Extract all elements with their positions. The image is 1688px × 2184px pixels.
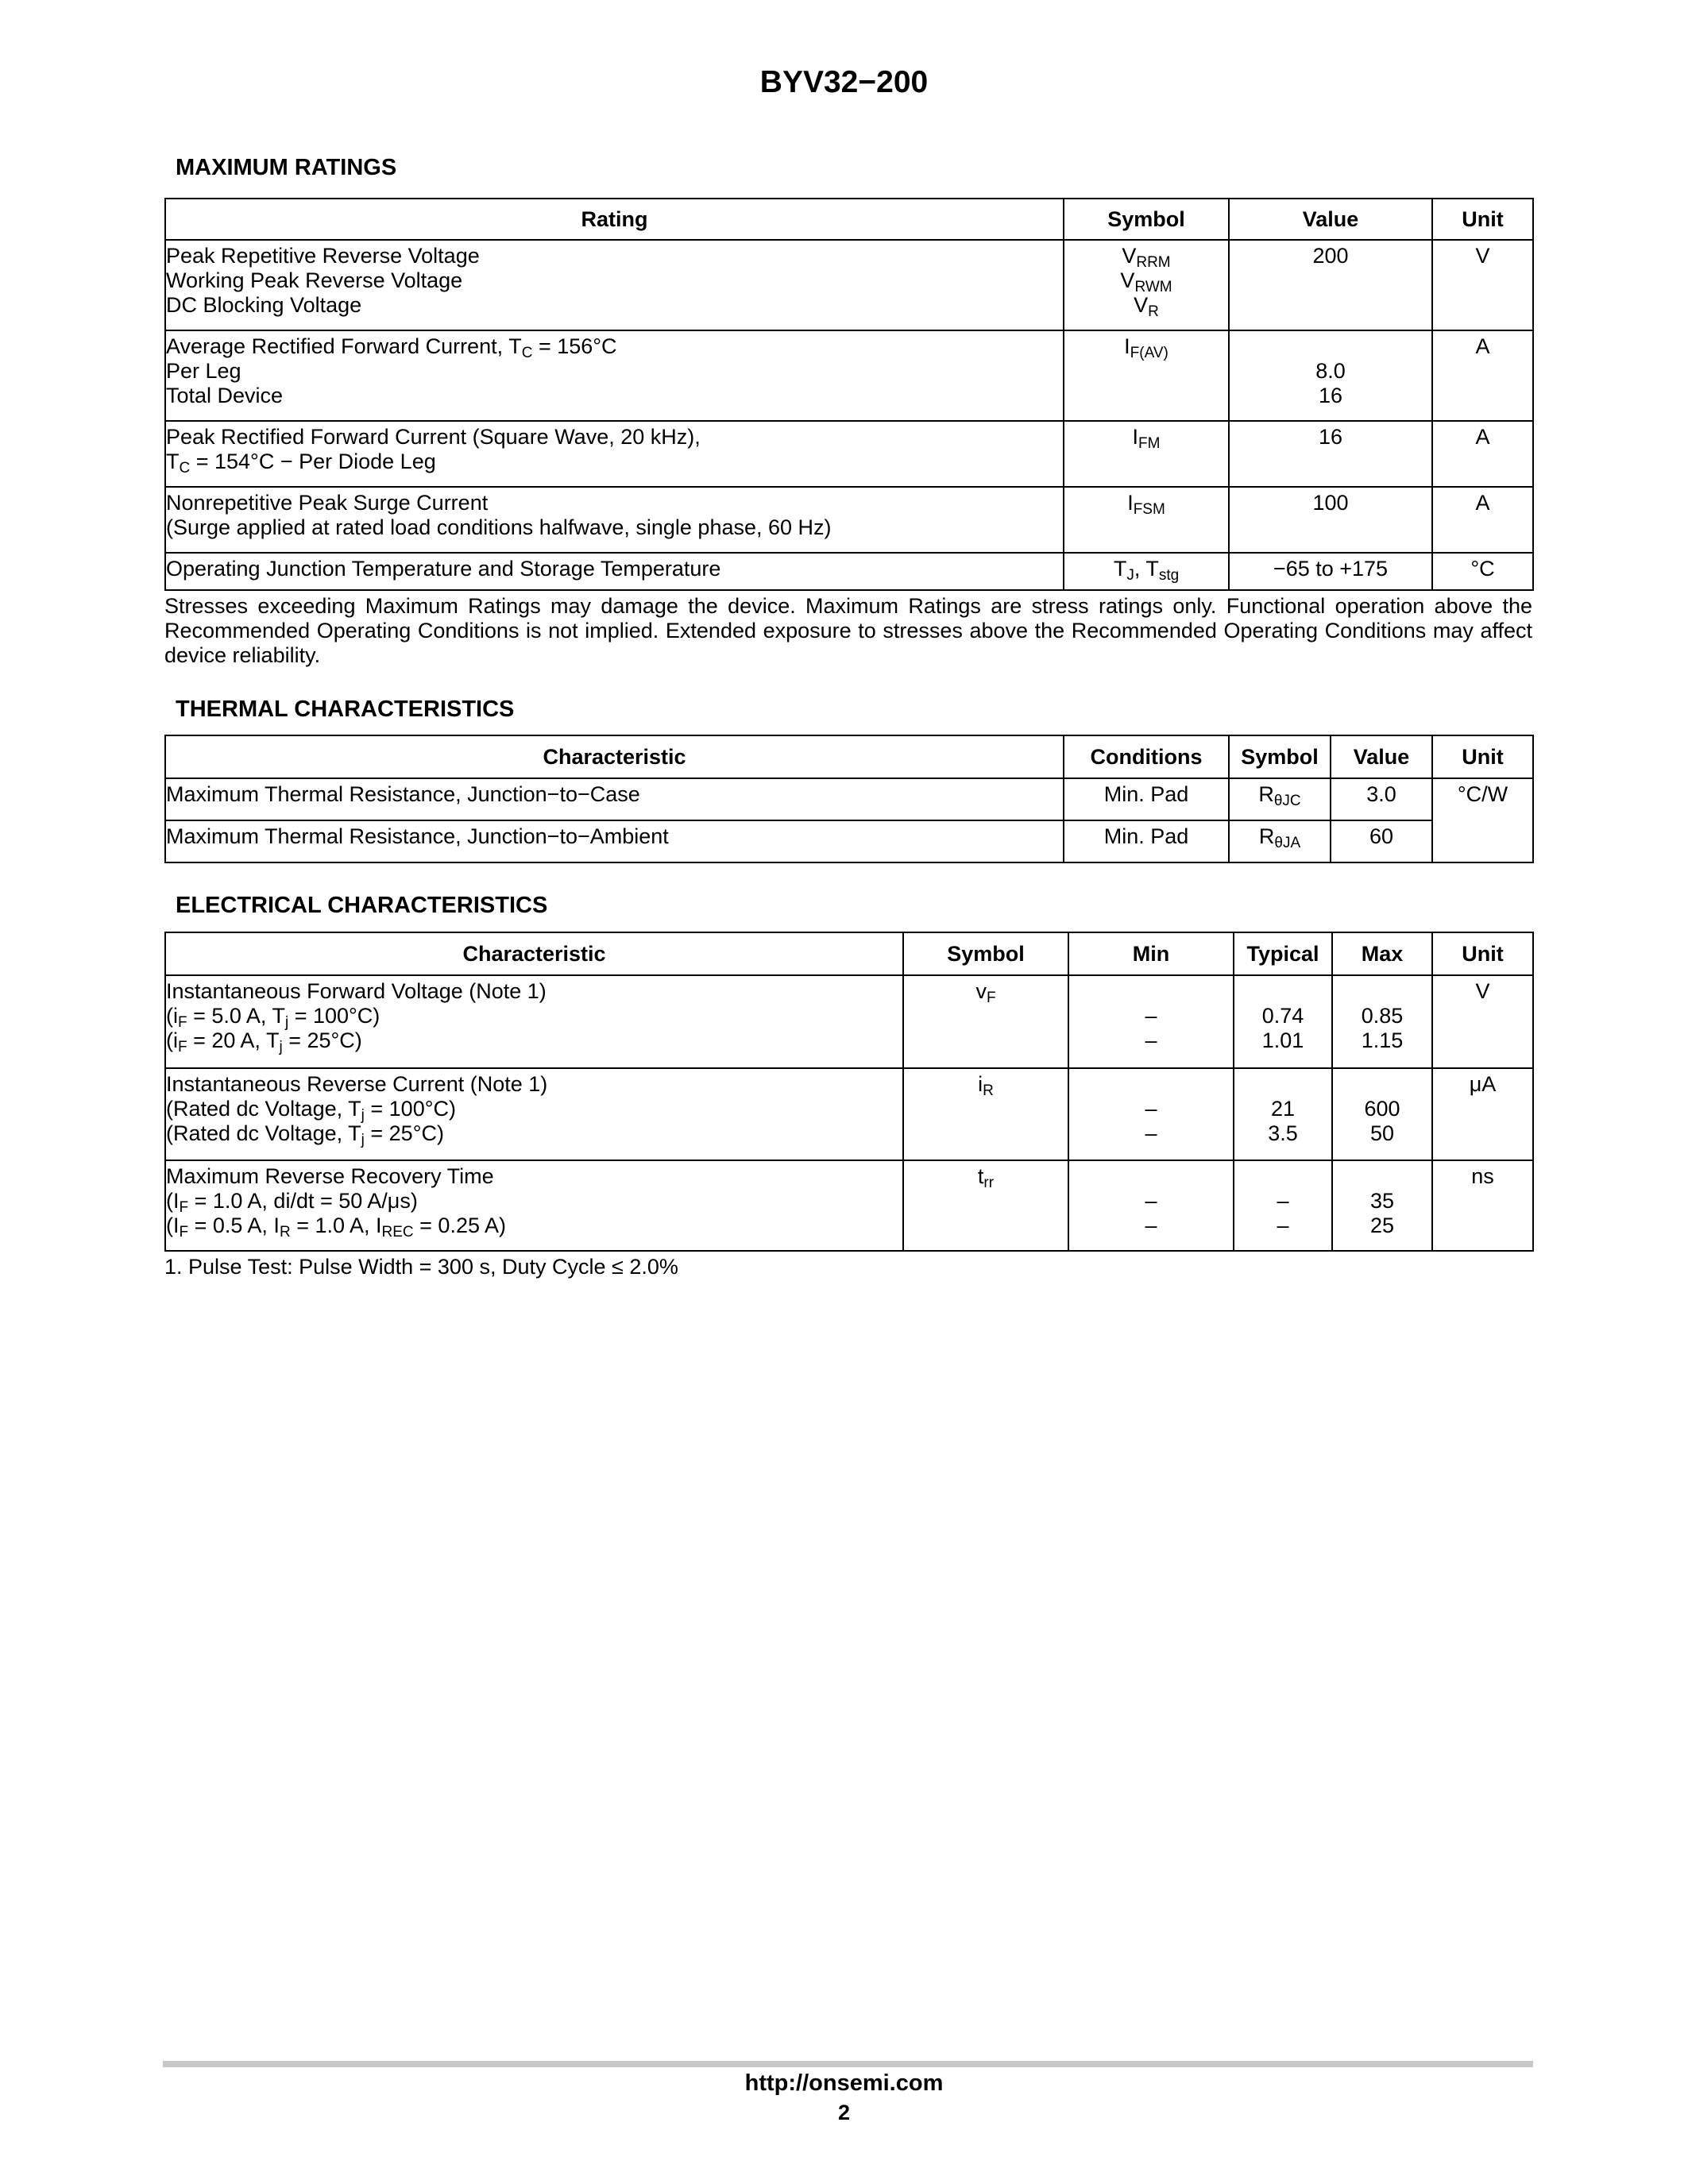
characteristic-cell: Maximum Reverse Recovery Time ($I_F = 1.0$ A, di/dt = 50 A/μs) ($I_F = 0.5$ A, $I_R = 1.0$ A, $I_{REC} = 0.25$ A) (165, 1160, 903, 1251)
typical-cell: 0.74 1.01 (1234, 975, 1332, 1068)
stress-note: Stresses exceeding Maximum Ratings may damage the device. Maximum Ratings are stress ratings only. Functional operation above the Recommended Operating Conditions is not implied. Extended exposure to stresses above the Recommended Operating Conditions may affect device reliability. (164, 594, 1532, 667)
max-ratings-title: MAXIMUM RATINGS (176, 155, 397, 180)
col-header-symbol: Symbol (1229, 735, 1331, 778)
conditions-cell: Min. Pad (1064, 778, 1229, 820)
value-cell: 16 (1229, 421, 1432, 487)
footer-url-link[interactable]: http://onsemi.com (744, 2070, 944, 2096)
unit-cell: °C (1432, 553, 1533, 590)
typical-cell: – – (1234, 1160, 1332, 1251)
symbol-cell: $R_{\theta JC}$ (1229, 778, 1331, 820)
rating-cell: Peak Repetitive Reverse Voltage Working Peak Reverse Voltage DC Blocking Voltage (165, 240, 1064, 330)
page-number: 2 (837, 2101, 851, 2124)
col-header-typical: Typical (1234, 932, 1332, 975)
unit-cell: V (1432, 975, 1533, 1068)
symbol-cell: $V_{RRM}$ $V_{RWM}$ $V_R$ (1064, 240, 1229, 330)
col-header-unit: Unit (1432, 932, 1533, 975)
symbol-cell: $T_J$, $T_{stg}$ (1064, 553, 1229, 590)
value-cell: 8.0 16 (1229, 330, 1432, 421)
col-header-value: Value (1331, 735, 1432, 778)
col-header-symbol: Symbol (903, 932, 1068, 975)
table-row (165, 1160, 1533, 1251)
col-header-symbol: Symbol (1064, 199, 1229, 240)
electrical-title: ELECTRICAL CHARACTERISTICS (176, 893, 548, 918)
table-row (165, 421, 1533, 487)
col-header-value: Value (1229, 199, 1432, 240)
min-cell: – – (1068, 1160, 1234, 1251)
min-cell: – – (1068, 1068, 1234, 1160)
unit-cell: A (1432, 421, 1533, 487)
symbol-cell: $I_{FSM}$ (1064, 487, 1229, 553)
unit-cell: °C/W (1432, 778, 1533, 862)
unit-cell: A (1432, 330, 1533, 421)
col-header-rating: Rating (165, 199, 1064, 240)
symbol-cell: $v_F$ (903, 975, 1068, 1068)
table-row (165, 240, 1533, 330)
max-ratings-table (164, 198, 1534, 591)
characteristic-cell: Maximum Thermal Resistance, Junction−to−Ambient (165, 820, 1064, 862)
thermal-header-row (165, 735, 1533, 778)
footnote: 1. Pulse Test: Pulse Width = 300 s, Duty Cycle ≤ 2.0% (164, 1255, 678, 1279)
value-cell: 3.0 (1331, 778, 1432, 820)
unit-cell: μA (1432, 1068, 1533, 1160)
symbol-cell: $I_{F(AV)}$ (1064, 330, 1229, 421)
unit-cell: V (1432, 240, 1533, 330)
col-header-max: Max (1332, 932, 1432, 975)
symbol-cell: $t_{rr}$ (903, 1160, 1068, 1251)
table-row (165, 553, 1533, 590)
unit-cell: A (1432, 487, 1533, 553)
col-header-unit: Unit (1432, 735, 1533, 778)
max-cell: 0.85 1.15 (1332, 975, 1432, 1068)
page-title: BYV32−200 (759, 65, 929, 99)
max-cell: 35 25 (1332, 1160, 1432, 1251)
rating-cell: Operating Junction Temperature and Storage Temperature (165, 553, 1064, 590)
table-row (165, 330, 1533, 421)
rating-cell: Peak Rectified Forward Current (Square Wave, 20 kHz), $T_C = 154^\circ C$ − Per Diode Leg (165, 421, 1064, 487)
table-row (165, 487, 1533, 553)
value-cell: −65 to +175 (1229, 553, 1432, 590)
max-cell: 600 50 (1332, 1068, 1432, 1160)
value-cell: 200 (1229, 240, 1432, 330)
characteristic-cell: Instantaneous Reverse Current (Note 1) (Rated dc Voltage, $T_j = 100^\circ C$) (Rated dc Voltage, $T_j = 25^\circ C$) (165, 1068, 903, 1160)
table-row (165, 975, 1533, 1068)
symbol-cell: $R_{\theta JA}$ (1229, 820, 1331, 862)
typical-cell: 21 3.5 (1234, 1068, 1332, 1160)
thermal-table (164, 735, 1534, 863)
symbol-cell: $I_{FM}$ (1064, 421, 1229, 487)
col-header-characteristic: Characteristic (165, 735, 1064, 778)
thermal-title: THERMAL CHARACTERISTICS (176, 696, 515, 722)
table-row (165, 820, 1533, 862)
electrical-table (164, 932, 1534, 1252)
min-cell: – – (1068, 975, 1234, 1068)
col-header-characteristic: Characteristic (165, 932, 903, 975)
conditions-cell: Min. Pad (1064, 820, 1229, 862)
symbol-cell: $i_R$ (903, 1068, 1068, 1160)
max-ratings-header-row (165, 199, 1533, 240)
col-header-unit: Unit (1432, 199, 1533, 240)
characteristic-cell: Instantaneous Forward Voltage (Note 1) ($i_F = 5.0$ A, $T_j = 100^\circ C$) ($i_F = 20$ A, $T_j = 25^\circ C$) (165, 975, 903, 1068)
electrical-header-row (165, 932, 1533, 975)
value-cell: 60 (1331, 820, 1432, 862)
table-row (165, 1068, 1533, 1160)
rating-cell: Average Rectified Forward Current, $T_C = 156^\circ C$ Per Leg Total Device (165, 330, 1064, 421)
rating-cell: Nonrepetitive Peak Surge Current (Surge applied at rated load conditions halfwave, single phase, 60 Hz) (165, 487, 1064, 553)
value-cell: 100 (1229, 487, 1432, 553)
col-header-conditions: Conditions (1064, 735, 1229, 778)
footer-divider (163, 2061, 1533, 2067)
unit-cell: ns (1432, 1160, 1533, 1251)
table-row (165, 778, 1533, 820)
characteristic-cell: Maximum Thermal Resistance, Junction−to−Case (165, 778, 1064, 820)
col-header-min: Min (1068, 932, 1234, 975)
